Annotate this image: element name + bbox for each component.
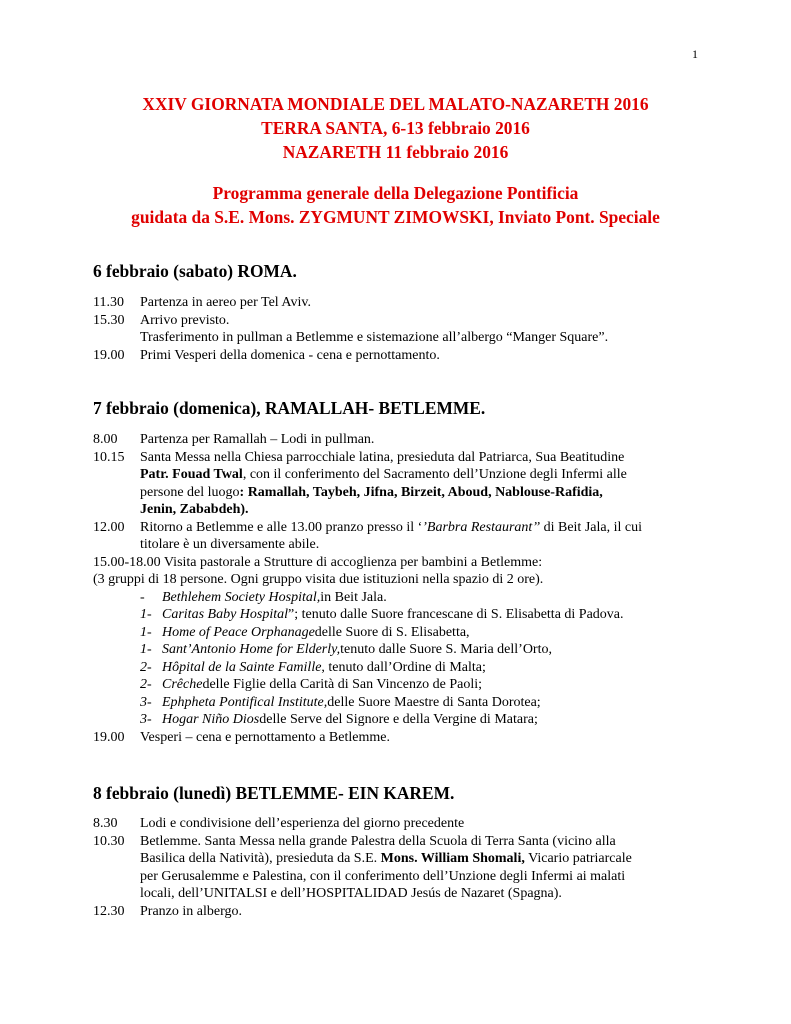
schedule-text-part: Basilica della Natività), presieduta da S.E. (140, 851, 381, 866)
schedule-text: Santa Messa nella Chiesa parrocchiale latina, presieduta dal Patriarca, Sua Beatitudine (140, 449, 625, 465)
institution-item (93, 589, 733, 607)
schedule-continuation (93, 501, 733, 519)
institution-name: Ephpheta Pontifical Institute, (162, 694, 328, 710)
schedule-text: Primi Vesperi della domenica - cena e pernottamento. (140, 347, 440, 363)
institution-detail: delle Figlie della Carità di San Vincenzo de Paoli; (202, 677, 483, 692)
institution-group-number: 3- (140, 694, 152, 710)
institution-group-number: 3- (140, 712, 152, 727)
institution-item (93, 676, 733, 694)
institution-item (93, 606, 733, 624)
schedule-continuation: locali, dell’UNITALSI e dell’HOSPITALIDAD Jesús de Nazaret (Spagna). (140, 886, 562, 901)
schedule-time: 19.00 (93, 729, 125, 745)
institution-name: Caritas Baby Hospital (162, 607, 289, 622)
schedule-time: 8.30 (93, 816, 118, 831)
schedule-continuation: Trasferimento in pullman a Betlemme e sistemazione all’albergo “Manger Square”. (140, 330, 609, 345)
schedule-continuation (93, 850, 733, 868)
schedule-text-part: di Beit Jala, il cui (540, 519, 642, 535)
schedule-text: Partenza in aereo per Tel Aviv. (140, 295, 311, 310)
schedule-time: 8.00 (93, 432, 118, 447)
celebrant-name: Mons. William Shomali, (380, 851, 525, 866)
institution-item (93, 694, 733, 712)
institution-name: Crêche (162, 677, 203, 692)
schedule-time: 11.30 (93, 295, 124, 310)
schedule-row (93, 431, 733, 449)
schedule-text: Arrivo previsto. (140, 312, 230, 328)
schedule-row (93, 729, 733, 747)
header-event: NAZARETH 11 febbraio 2016 (282, 142, 509, 162)
header-delegation: guidata da S.E. Mons. ZYGMUNT ZIMOWSKI, Inviato Pont. Speciale (131, 207, 660, 227)
institution-name: Hôpital de la Sainte Famille (162, 659, 322, 675)
schedule-text: Vesperi – cena e pernottamento a Betlemme. (140, 729, 390, 745)
schedule-text: Betlemme. Santa Messa nella grande Palestra della Scuola di Terra Santa (vicino alla (140, 833, 616, 849)
institution-group-number: 2- (140, 677, 152, 692)
place-list: Jenin, Zababdeh). (140, 502, 249, 517)
header-program-title: Programma generale della Delegazione Pontificia (212, 183, 579, 203)
schedule-continuation (93, 484, 733, 502)
schedule-row (93, 312, 733, 330)
schedule-row: 15.00-18.00 Visita pastorale a Strutture di accoglienza per bambini a Betlemme: (93, 554, 543, 570)
schedule-text-part: Vicario patriarcale (524, 851, 632, 866)
schedule-row (93, 815, 733, 833)
institution-detail: delle Serve del Signore e della Vergine di Matara; (259, 712, 538, 727)
institution-name: Bethlehem Society Hospital, (162, 589, 321, 605)
schedule-row (93, 449, 733, 467)
day1-heading: 6 febbraio (sabato) ROMA. (93, 261, 297, 281)
institution-item (93, 711, 733, 729)
schedule-time: 10.30 (93, 833, 125, 849)
schedule-note: (3 gruppi di 18 persone. Ogni gruppo visita due istituzioni nella spazio di 2 ore). (93, 572, 544, 587)
schedule-time: 15.30 (93, 312, 125, 328)
institution-detail: delle Suore di S. Elisabetta, (314, 624, 470, 640)
schedule-row (93, 833, 733, 851)
schedule-time: 19.00 (93, 347, 125, 363)
institution-group-number: 1- (140, 624, 152, 640)
institution-group-number: - (140, 589, 145, 605)
institution-item (93, 624, 733, 642)
schedule-continuation (93, 466, 733, 484)
schedule-text: , con il conferimento del Sacramento dell’Unzione degli Infermi alle (242, 467, 627, 482)
schedule-row (93, 903, 733, 921)
day1-schedule (93, 294, 733, 364)
day3-schedule (93, 815, 733, 920)
day2-heading: 7 febbraio (domenica), RAMALLAH- BETLEMME. (93, 398, 486, 418)
place-list: : Ramallah, Taybeh, Jifna, Birzeit, Aboud, Nablouse-Rafidia, (239, 484, 603, 500)
schedule-time: 10.15 (93, 449, 125, 465)
schedule-text: Partenza per Ramallah – Lodi in pullman. (140, 432, 375, 447)
schedule-text: Pranzo in albergo. (140, 903, 242, 919)
institution-detail: , tenuto dall’Ordine di Malta; (321, 659, 486, 675)
institution-name: Hogar Niño Dios (162, 712, 260, 727)
institution-name: Home of Peace Orphanage (162, 624, 315, 640)
institution-detail: in Beit Jala. (320, 589, 387, 605)
schedule-text (140, 519, 642, 537)
institution-group-number: 1- (140, 607, 152, 622)
schedule-continuation: titolare è un diversamente abile. (140, 537, 320, 552)
schedule-row (93, 347, 733, 365)
institution-group-number: 2- (140, 659, 152, 675)
document-header (0, 92, 791, 229)
institution-list (93, 589, 733, 729)
patriarch-name: Patr. Fouad Twal (140, 467, 243, 482)
header-title: XXIV GIORNATA MONDIALE DEL MALATO-NAZARETH 2016 (142, 94, 649, 114)
institution-group-number: 1- (140, 642, 152, 657)
schedule-time: 12.00 (93, 519, 125, 535)
schedule-row (93, 294, 733, 312)
schedule-text: Lodi e condivisione dell’esperienza del giorno precedente (140, 816, 465, 831)
restaurant-name: ’Barbra Restaurant’’ (422, 519, 541, 535)
institution-detail: ”; tenuto dalle Suore francescane di S. Elisabetta di Padova. (288, 607, 624, 622)
page-number: 1 (692, 47, 698, 61)
schedule-continuation: per Gerusalemme e Palestina, con il conferimento dell’Unzione degli Infermi ai malati (140, 868, 626, 884)
schedule-text-part: Ritorno a Betlemme e alle 13.00 pranzo presso il ‘ (140, 519, 423, 535)
day3-heading: 8 febbraio (lunedì) BETLEMME- EIN KAREM. (93, 783, 455, 803)
schedule-text: persone del luogo (140, 484, 240, 500)
header-subtitle: TERRA SANTA, 6-13 febbraio 2016 (261, 118, 530, 138)
institution-item (93, 641, 733, 659)
institution-detail: delle Suore Maestre di Santa Dorotea; (327, 694, 541, 710)
schedule-time: 12.30 (93, 903, 125, 919)
institution-name: Sant’Antonio Home for Elderly, (162, 642, 341, 657)
day2-schedule (93, 431, 733, 746)
institution-item (93, 659, 733, 677)
schedule-row (93, 519, 733, 537)
institution-detail: tenuto dalle Suore S. Maria dell’Orto, (340, 642, 552, 657)
